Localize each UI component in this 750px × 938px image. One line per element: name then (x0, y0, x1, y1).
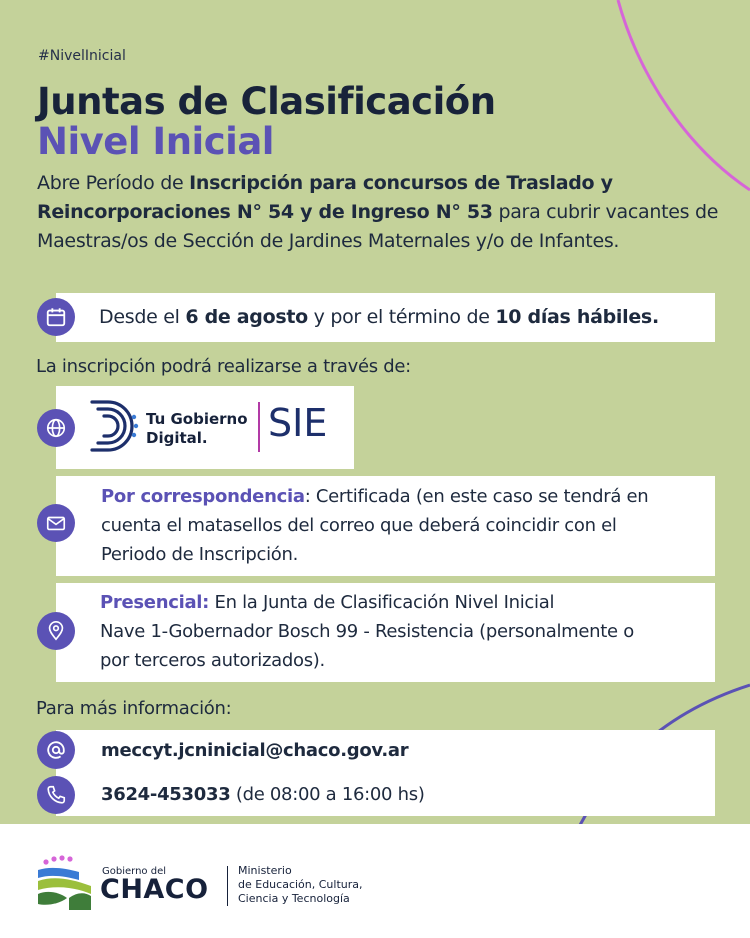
globe-icon (37, 409, 75, 447)
inperson-line-3: por terceros autorizados). (100, 650, 325, 671)
hashtag: #NivelInicial (38, 48, 126, 64)
sie-label: SIE (268, 401, 328, 445)
page-subtitle: Nivel Inicial (37, 120, 274, 163)
page-title: Juntas de Clasificación (37, 80, 496, 123)
calendar-icon (37, 298, 75, 336)
intro-paragraph: Abre Período de Inscripción para concursos de Traslado y Reincorporaciones N° 54 y de Ingreso N° 53 para cubrir vacantes de Maestras/os de Sección de Jardines Maternales y/o de Infantes. (37, 172, 719, 252)
ministry-text: Ministerio de Educación, Cultura, Ciencia y Tecnología (238, 864, 363, 905)
envelope-icon (37, 504, 75, 542)
contact-phone[interactable]: 3624-453033 (de 08:00 a 16:00 hs) (101, 784, 425, 805)
at-sign-icon (37, 731, 75, 769)
logo-text: Tu Gobierno Digital. (146, 410, 248, 447)
chaco-logo (35, 854, 95, 914)
phone-icon (37, 776, 75, 814)
contact-email[interactable]: meccyt.jcninicial@chaco.gov.ar (101, 740, 409, 761)
via-label: La inscripción podrá realizarse a través de: (36, 356, 411, 377)
inperson-line-1: Presencial: En la Junta de Clasificación Nivel Inicial (100, 592, 555, 613)
mail-line-3: Periodo de Inscripción. (101, 544, 299, 565)
logo-divider (258, 402, 260, 452)
tu-gobierno-digital-logo (86, 397, 142, 455)
footer-divider (227, 866, 228, 906)
gov-big-text: CHACO (100, 874, 209, 905)
mail-line-1: Por correspondencia: Certificada (en este caso se tendrá en (101, 486, 649, 507)
location-pin-icon (37, 612, 75, 650)
gov-small-text: Gobierno del (102, 866, 166, 877)
dates-text: Desde el 6 de agosto y por el término de 10 días hábiles. (99, 306, 659, 328)
inperson-line-2: Nave 1-Gobernador Bosch 99 - Resistencia (personalmente o (100, 621, 634, 642)
mail-line-2: cuenta el matasellos del correo que deberá coincidir con el (101, 515, 617, 536)
more-info-label: Para más información: (36, 698, 232, 719)
